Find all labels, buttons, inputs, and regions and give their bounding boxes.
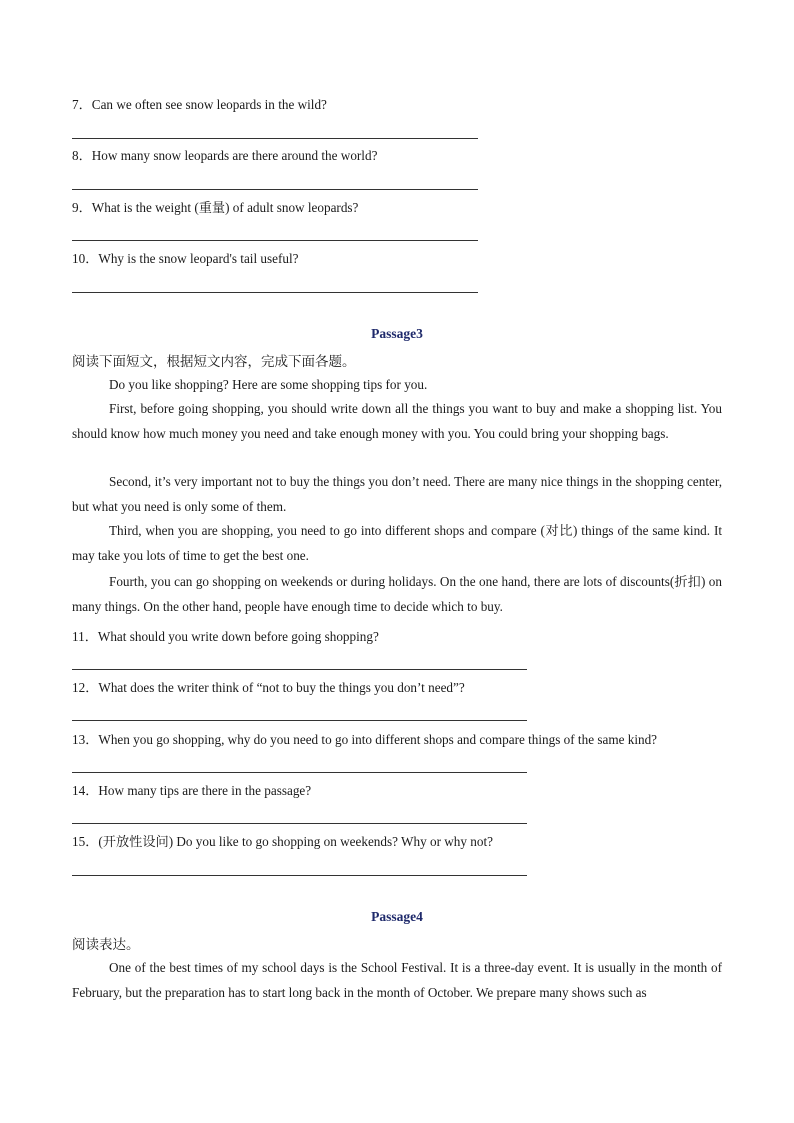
passage3-paragraph-4: Third, when you are shopping, you need to go into different shops and compare (对比) things of the same kind. It may take you lots of time to get the best one. bbox=[72, 523, 722, 563]
question-13: 13．When you go shopping, why do you need to go into different shops and compare things of the same kind? bbox=[72, 732, 658, 747]
passage3-paragraph-1: Do you like shopping? Here are some shopping tips for you. bbox=[109, 377, 428, 392]
question-8: 8．How many snow leopards are there around the world? bbox=[72, 148, 378, 163]
passage4-paragraph: One of the best times of my school days is the School Festival. It is a three-day event. It is usually in the month of February, but the preparation has to start long back in the month of October. We prepare many shows such as bbox=[72, 960, 722, 1000]
answer-line-10[interactable] bbox=[72, 292, 478, 293]
answer-line-13[interactable] bbox=[72, 772, 527, 773]
question-12: 12．What does the writer think of “not to buy the things you don’t need”? bbox=[72, 680, 465, 695]
answer-line-15[interactable] bbox=[72, 875, 527, 876]
question-14: 14．How many tips are there in the passage? bbox=[72, 783, 312, 798]
answer-line-12[interactable] bbox=[72, 720, 527, 721]
passage4-instruction: 阅读表达。 bbox=[72, 937, 140, 952]
passage3-paragraph-5: Fourth, you can go shopping on weekends or during holidays. On the one hand, there are lots of discounts(折扣) on many things. On the other hand, people have enough time to decide which to buy. bbox=[72, 574, 722, 614]
question-10: 10．Why is the snow leopard's tail useful? bbox=[72, 251, 299, 266]
answer-line-11[interactable] bbox=[72, 669, 527, 670]
question-7: 7．Can we often see snow leopards in the wild? bbox=[72, 97, 327, 112]
passage4-title: Passage4 bbox=[371, 909, 423, 924]
answer-line-9[interactable] bbox=[72, 240, 478, 241]
answer-line-8[interactable] bbox=[72, 189, 478, 190]
question-9: 9．What is the weight (重量) of adult snow leopards? bbox=[72, 200, 359, 215]
passage3-paragraph-2: First, before going shopping, you should write down all the things you want to buy and make a shopping list. You should know how much money you need and take enough money with you. You could bring your shopping bags. bbox=[72, 401, 722, 441]
passage3-title: Passage3 bbox=[371, 326, 423, 341]
passage3-paragraph-3: Second, it’s very important not to buy the things you don’t need. There are many nice things in the shopping center, but what you need is only some of them. bbox=[72, 474, 722, 514]
answer-line-7[interactable] bbox=[72, 138, 478, 139]
question-15: 15．(开放性设问) Do you like to go shopping on weekends? Why or why not? bbox=[72, 834, 493, 849]
question-11: 11．What should you write down before going shopping? bbox=[72, 629, 379, 644]
passage3-instruction: 阅读下面短文，根据短文内容，完成下面各题。 bbox=[72, 354, 356, 369]
answer-line-14[interactable] bbox=[72, 823, 527, 824]
